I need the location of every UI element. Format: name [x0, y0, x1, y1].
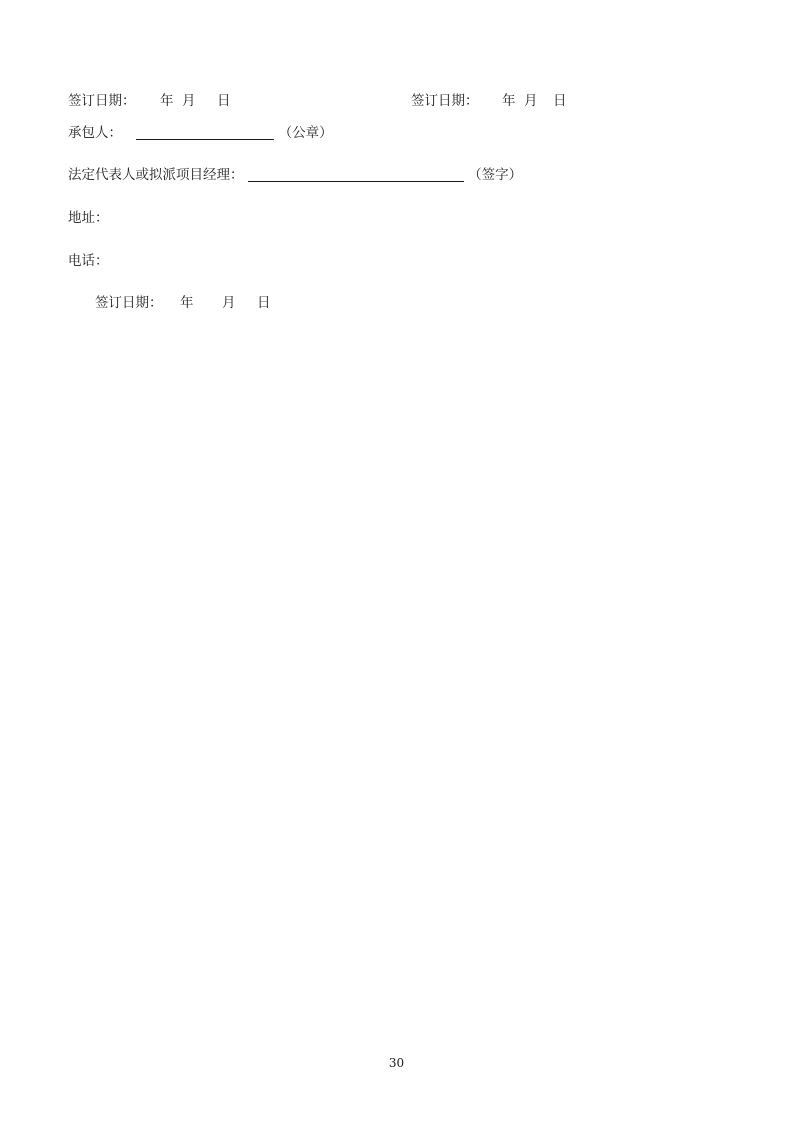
day-label: 日 — [217, 93, 231, 109]
signing-date-label: 签订日期： — [411, 93, 479, 109]
page-number: 30 — [388, 1056, 405, 1070]
contractor-signature-blank[interactable] — [136, 125, 274, 140]
official-seal-note: （公章） — [278, 125, 333, 141]
representative-line — [68, 166, 522, 184]
contractor-label: 承包人： — [68, 125, 122, 141]
month-label: 月 — [182, 93, 196, 109]
phone-line — [68, 252, 109, 270]
signing-date-label: 签订日期： — [95, 295, 163, 311]
representative-signature-blank[interactable] — [248, 167, 464, 182]
month-label: 月 — [222, 295, 236, 311]
signature-note: （签字） — [468, 167, 523, 183]
month-label: 月 — [524, 93, 538, 109]
phone-label: 电话： — [68, 253, 109, 269]
day-label: 日 — [257, 295, 271, 311]
year-label: 年 — [180, 295, 194, 311]
year-label: 年 — [160, 93, 174, 109]
contractor-line — [68, 124, 333, 142]
year-label: 年 — [502, 93, 516, 109]
address-label: 地址： — [68, 210, 109, 226]
day-label: 日 — [553, 93, 567, 109]
signing-date-label: 签订日期： — [68, 93, 136, 109]
representative-label: 法定代表人或拟派项目经理： — [68, 167, 244, 183]
address-line — [68, 209, 109, 227]
